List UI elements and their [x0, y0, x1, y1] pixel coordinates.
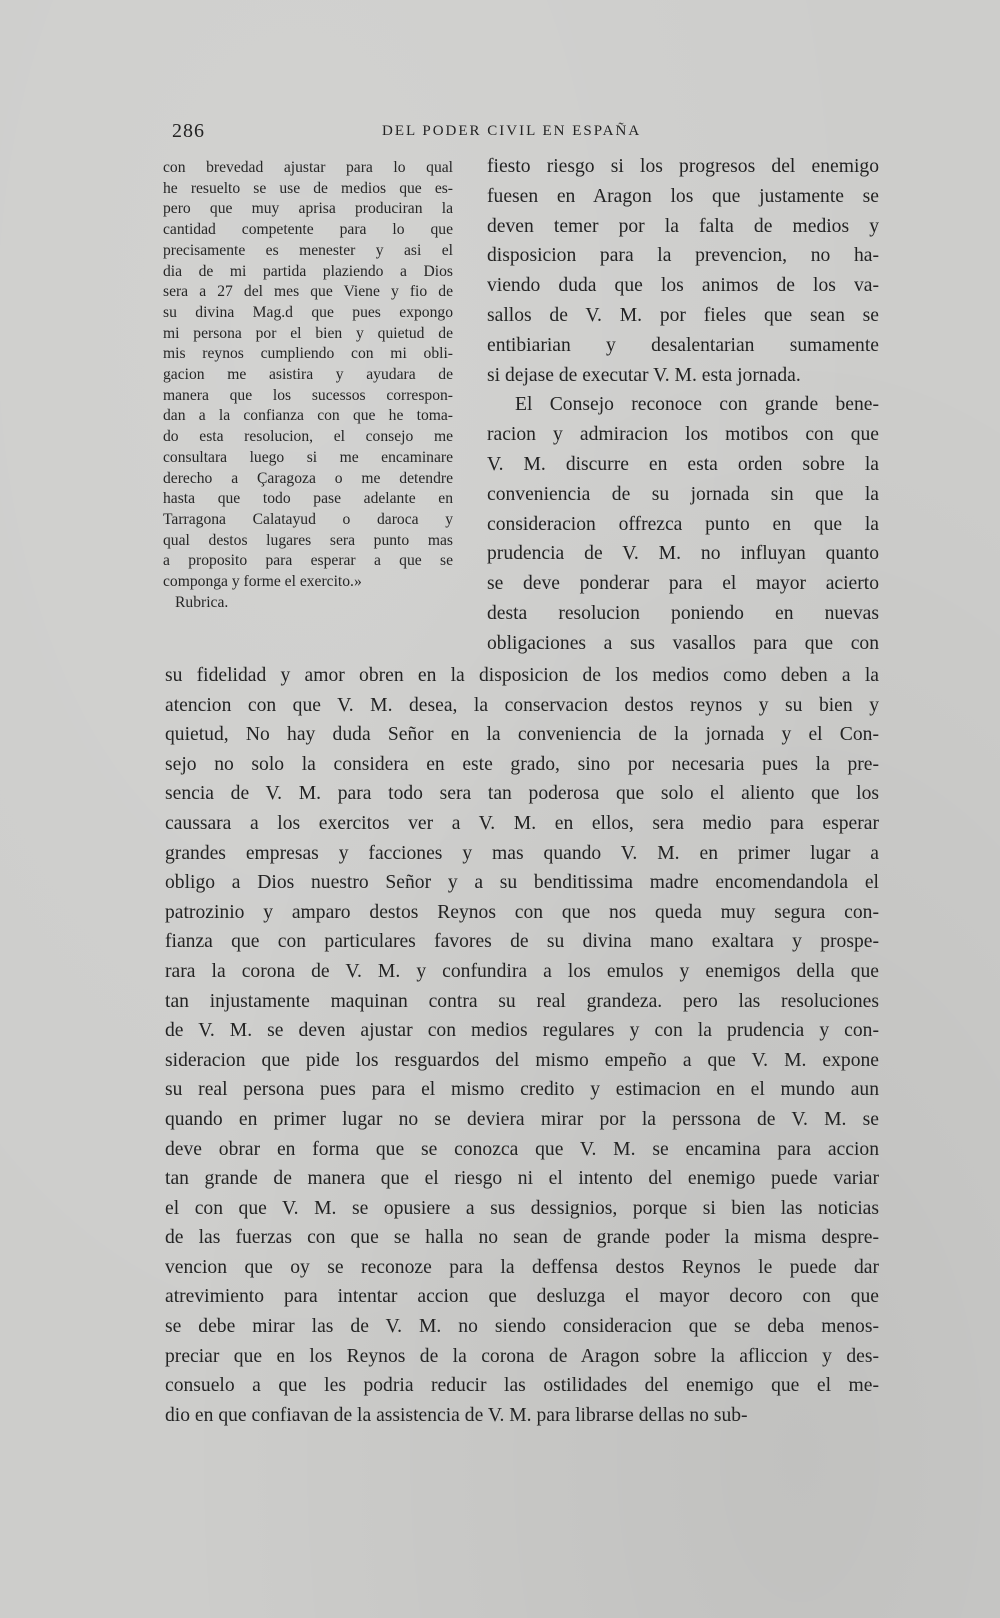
- text-line: tan grande de manera que el riesgo ni el intento del enemigo puede variar: [165, 1168, 879, 1190]
- footnote-signature: Rubrica.: [175, 593, 229, 611]
- text-line: tan injustamente maquinan contra su real grandeza. pero las resoluciones: [165, 990, 879, 1012]
- text-line: caussara a los exercitos ver a V. M. en ellos, sera medio para esperar: [165, 812, 879, 834]
- text-line: se deve ponderar para el mayor acierto: [487, 573, 879, 595]
- text-line: V. M. discurre en esta orden sobre la: [487, 453, 879, 475]
- footnote-line: mis reynos cumpliendo con mi obli-: [163, 345, 453, 363]
- text-line: quietud, No hay duda Señor en la conveniencia de la jornada y el Con-: [165, 724, 879, 746]
- text-line: disposicion para la prevencion, no ha-: [487, 245, 879, 267]
- text-line: vencion que oy se reconoze para la deffensa destos Reynos le puede dar: [165, 1256, 879, 1278]
- text-line: atrevimiento para intentar accion que desluzga el mayor decoro con que: [165, 1286, 879, 1308]
- footnote-line: cantidad competente para lo que: [163, 221, 453, 239]
- text-line: obligaciones a sus vasallos para que con: [487, 632, 879, 654]
- text-line: su real persona pues para el mismo credito y estimacion en el mundo aun: [165, 1079, 879, 1101]
- text-line: si dejase de executar V. M. esta jornada.: [487, 364, 801, 386]
- text-line: dio en que confiavan de la assistencia de V. M. para librarse dellas no sub-: [165, 1404, 748, 1426]
- footnote-line: derecho a Çaragoza o me detendre: [163, 469, 453, 487]
- text-line: el con que V. M. se opusiere a sus dessignios, porque si bien las noticias: [165, 1197, 879, 1219]
- text-line: fuesen en Aragon los que justamente se: [487, 185, 879, 207]
- footnote-line: gacion me asistira y ayudara de: [163, 366, 453, 384]
- text-line: viendo duda que los animos de los va-: [487, 275, 879, 297]
- text-line: su fidelidad y amor obren en la disposicion de los medios como deben a la: [165, 665, 879, 686]
- text-line: fiesto riesgo si los progresos del enemigo: [487, 156, 879, 177]
- text-line: desta resolucion poniendo en nuevas: [487, 602, 879, 624]
- text-line: grandes empresas y facciones y mas quando V. M. en primer lugar a: [165, 842, 879, 864]
- page-header: [172, 120, 872, 144]
- right-text-column: [487, 152, 879, 659]
- footnote-line: he resuelto se use de medios que es-: [163, 179, 453, 197]
- footnote-line: manera que los sucessos correspon-: [163, 386, 453, 404]
- text-line: fianza que con particulares favores de su divina mano exaltara y prospe-: [165, 931, 879, 953]
- text-line: sejo no solo la considera en este grado, sino por necesaria pues la pre-: [165, 753, 879, 775]
- text-line: sideracion que pide los resguardos del mismo empeño a que V. M. expone: [165, 1049, 879, 1071]
- footnote-line: dia de mi partida plaziendo a Dios: [163, 262, 453, 280]
- text-line: conveniencia de su jornada sin que la: [487, 483, 879, 505]
- text-line: entibiarian y desalentarian sumamente: [487, 334, 879, 356]
- text-line: patrozinio y amparo destos Reynos con que nos queda muy segura con-: [165, 901, 879, 923]
- footnote-line: sera a 27 del mes que Viene y fio de: [163, 283, 453, 301]
- text-line: prudencia de V. M. no influyan quanto: [487, 543, 879, 565]
- footnote-line: qual destos lugares sera punto mas: [163, 531, 453, 549]
- text-line: se debe mirar las de V. M. no siendo consideracion que se deba menos-: [165, 1316, 879, 1338]
- full-width-text: [165, 661, 879, 1430]
- text-line: sencia de V. M. para todo sera tan poderosa que solo el aliento que los: [165, 783, 879, 805]
- text-line: de las fuerzas con que se halla no sean de grande poder la misma despre-: [165, 1227, 879, 1249]
- text-line: obligo a Dios nuestro Señor y a su benditissima madre encomendandola el: [165, 872, 879, 894]
- text-line: de V. M. se deven ajustar con medios regulares y con la prudencia y con-: [165, 1020, 879, 1042]
- text-line: rara la corona de V. M. y confundira a los emulos y enemigos della que: [165, 960, 879, 982]
- text-line: consuelo a que les podria reducir las ostilidades del enemigo que el me-: [165, 1375, 879, 1397]
- page-number: 286: [172, 120, 205, 142]
- footnote-line: a proposito para esperar a que se: [163, 552, 453, 570]
- text-line: deve obrar en forma que se conozca que V. M. se encamina para accion: [165, 1138, 879, 1160]
- footnote-line: pero que muy aprisa produciran la: [163, 200, 453, 218]
- paragraph-start-line: El Consejo reconoce con grande bene-: [515, 394, 879, 416]
- footnote-line: Tarragona Calatayud o daroca y: [163, 510, 453, 528]
- text-line: quando en primer lugar no se deviera mirar por la perssona de V. M. se: [165, 1108, 879, 1130]
- footnote-line: consultara luego si me encaminare: [163, 448, 453, 466]
- footnote-line: componga y forme el exercito.»: [163, 573, 362, 591]
- running-title: DEL PODER CIVIL EN ESPAÑA: [382, 123, 642, 139]
- footnote-line: hasta que todo pase adelante en: [163, 490, 453, 508]
- footnote-line: su divina Mag.d que pues expongo: [163, 303, 453, 321]
- text-line: racion y admiracion los motibos con que: [487, 424, 879, 446]
- footnote-line: mi persona por el bien y quietud de: [163, 324, 453, 342]
- text-line: sallos de V. M. por fieles que sean se: [487, 304, 879, 326]
- text-line: consideracion offrezca punto en que la: [487, 513, 879, 535]
- text-line: preciar que en los Reynos de la corona de Aragon sobre la afliccion y des-: [165, 1345, 879, 1367]
- footnote-column: [163, 158, 453, 613]
- footnote-line: dan a la confianza con que he toma-: [163, 407, 453, 425]
- text-line: deven temer por la falta de medios y: [487, 215, 879, 237]
- footnote-line: do esta resolucion, el consejo me: [163, 428, 453, 446]
- footnote-line: con brevedad ajustar para lo qual: [163, 159, 453, 176]
- footnote-line: precisamente es menester y asi el: [163, 241, 453, 259]
- text-line: atencion con que V. M. desea, la conservacion destos reynos y su bien y: [165, 694, 879, 716]
